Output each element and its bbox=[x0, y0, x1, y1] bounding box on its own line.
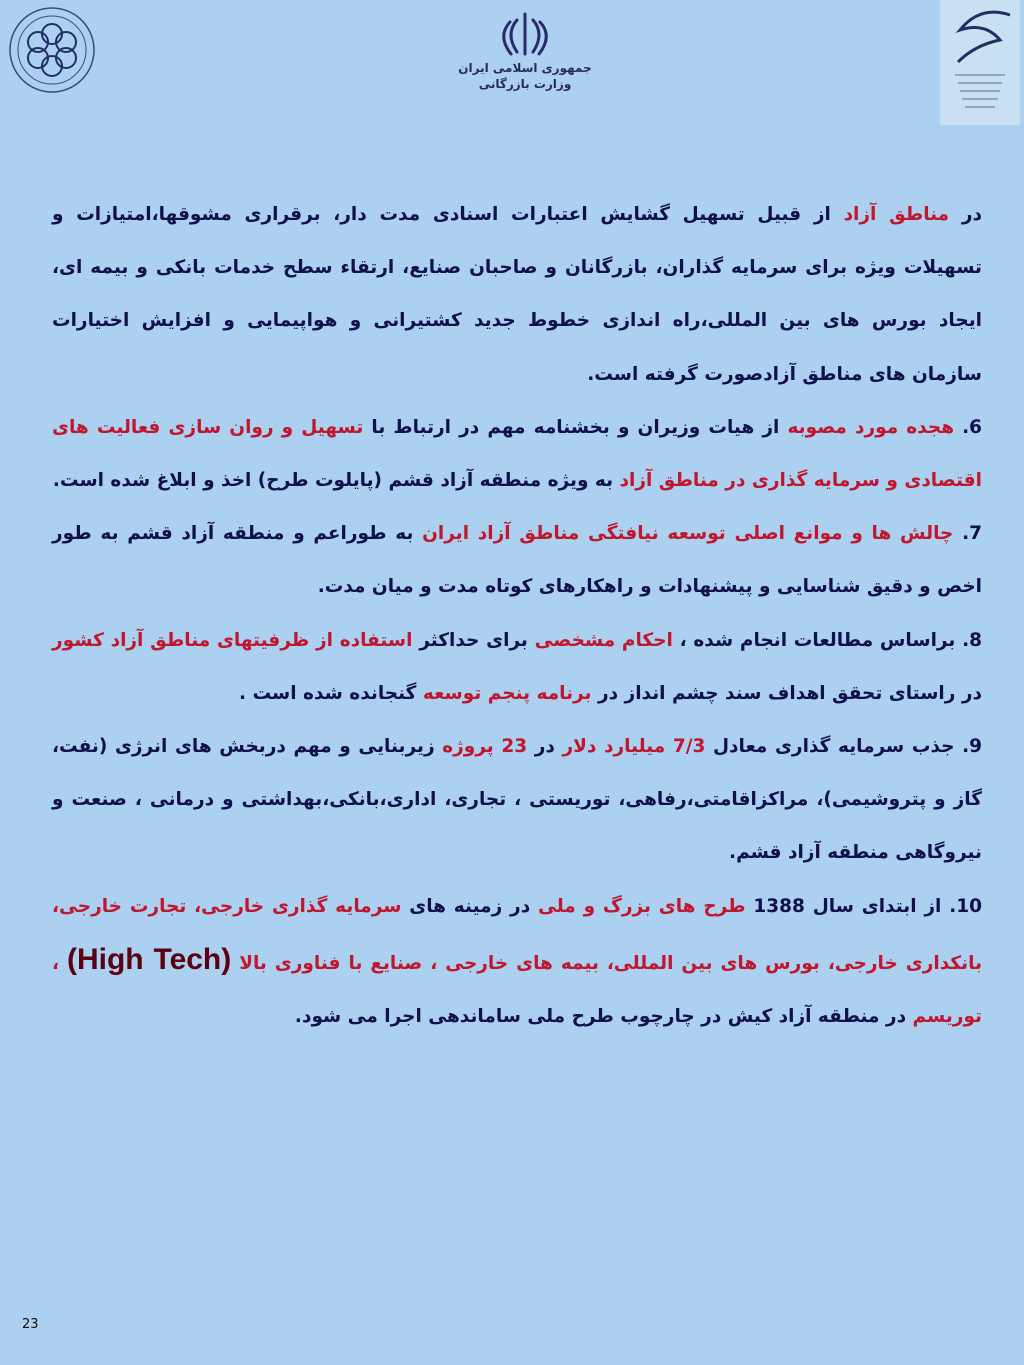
highlight-high-tech: (High Tech) bbox=[66, 942, 232, 976]
highlight-national-projects: طرح های بزرگ و ملی bbox=[538, 895, 746, 917]
paragraph-8: 8. براساس مطالعات انجام شده ، احکام مشخصی برای حداکثر استفاده از ظرفیتهای مناطق آزاد کشور در راستای تحقق اهداف سند چشم انداز در برنامه پنجم توسعه گنجانده شده است . bbox=[52, 629, 983, 704]
page-number: 23 bbox=[22, 1317, 39, 1332]
government-emblem bbox=[455, 10, 595, 110]
highlight-challenges: چالش ها و موانع اصلی توسعه نیافتگی مناطق آزاد ایران bbox=[422, 523, 954, 545]
highlight-tourism: ، توریسم bbox=[52, 952, 982, 1028]
ministry-title: وزارت بازرگانی bbox=[478, 77, 572, 91]
paragraph-6: 6. هجده مورد مصوبه از هیات وزیران و بخشنامه مهم در ارتباط با تسهیل و روان سازی فعالیت های اقتصادی و سرمایه گذاری در مناطق آزاد به ویژه منطقه آزاد قشم (پایلوت طرح) اخذ و ابلاغ شده است. bbox=[52, 416, 983, 492]
highlight-fifth-plan: برنامه پنجم توسعه bbox=[422, 682, 592, 704]
national-plan-logo-icon bbox=[940, 0, 1020, 125]
iran-emblem-icon bbox=[495, 10, 555, 60]
rosette-logo-icon bbox=[6, 4, 98, 96]
paragraph-intro: در مناطق آزاد از قبیل تسهیل گشایش اعتبارات اسنادی مدت دار، برقراری مشوقها،امتیازات و تسهیلات ویژه برای سرمایه گذاران، بازرگانان و صاحبان صنایع، ارتقاء سطح خدمات بانکی و بیمه ای، ایجاد بورس های بین المللی،راه اندازی خطوط جدید کشتیرانی و هواپیمایی و افزایش اختیارات سازمان های مناطق آزادصورت گرفته است. bbox=[52, 204, 982, 385]
highlight-facilitation: تسهیل و روان سازی فعالیت های اقتصادی و سرمایه گذاری در مناطق آزاد bbox=[52, 416, 982, 492]
slide-body bbox=[52, 188, 982, 1043]
gov-title: جمهوری اسلامی ایران bbox=[458, 61, 592, 75]
highlight-eighteen-resolutions: هجده مورد مصوبه bbox=[787, 416, 955, 438]
paragraph-10: 10. از ابتدای سال 1388 طرح های بزرگ و ملی در زمینه های سرمایه گذاری خارجی، تجارت خارجی، بانکداری خارجی، بورس های بین المللی، بیمه های خارجی ، صنایع با فناوری بالا (High Tech) ، توریسم در منطقه آزاد کیش در چارچوب طرح ملی ساماندهی اجرا می شود. bbox=[52, 895, 983, 1028]
highlight-capacity-use: استفاده از ظرفیتهای مناطق آزاد کشور bbox=[52, 629, 413, 651]
highlight-specific-rulings: احکام مشخصی bbox=[534, 629, 673, 651]
paragraph-9: 9. جذب سرمایه گذاری معادل 7/3 میلیارد دلار در 23 پروژه زیربنایی و مهم دربخش های انرژی (نفت، گاز و پتروشیمی)، مراکزاقامتی،رفاهی، توریستی ، تجاری، اداری،بانکی،بهداشتی و درمانی ، صنعت و نیروگاهی منطقه آزاد قشم. bbox=[52, 736, 982, 864]
paragraph-7: 7. چالش ها و موانع اصلی توسعه نیافتگی مناطق آزاد ایران به طوراعم و منطقه آزاد قشم به طور اخص و دقیق شناسایی و پیشنهادات و راهکارهای کوتاه مدت و میان مدت. bbox=[52, 523, 982, 598]
highlight-free-zones: مناطق آزاد bbox=[843, 204, 950, 225]
highlight-investment-amount: 7/3 میلیارد دلار bbox=[562, 736, 706, 758]
slide-header bbox=[0, 0, 1024, 140]
highlight-project-count: 23 پروژه bbox=[442, 736, 528, 758]
highlight-foreign-sectors: سرمایه گذاری خارجی، تجارت خارجی، بانکداری خارجی، بورس های بین المللی، بیمه های خارجی ، صنایع با فناوری بالا bbox=[52, 895, 983, 974]
